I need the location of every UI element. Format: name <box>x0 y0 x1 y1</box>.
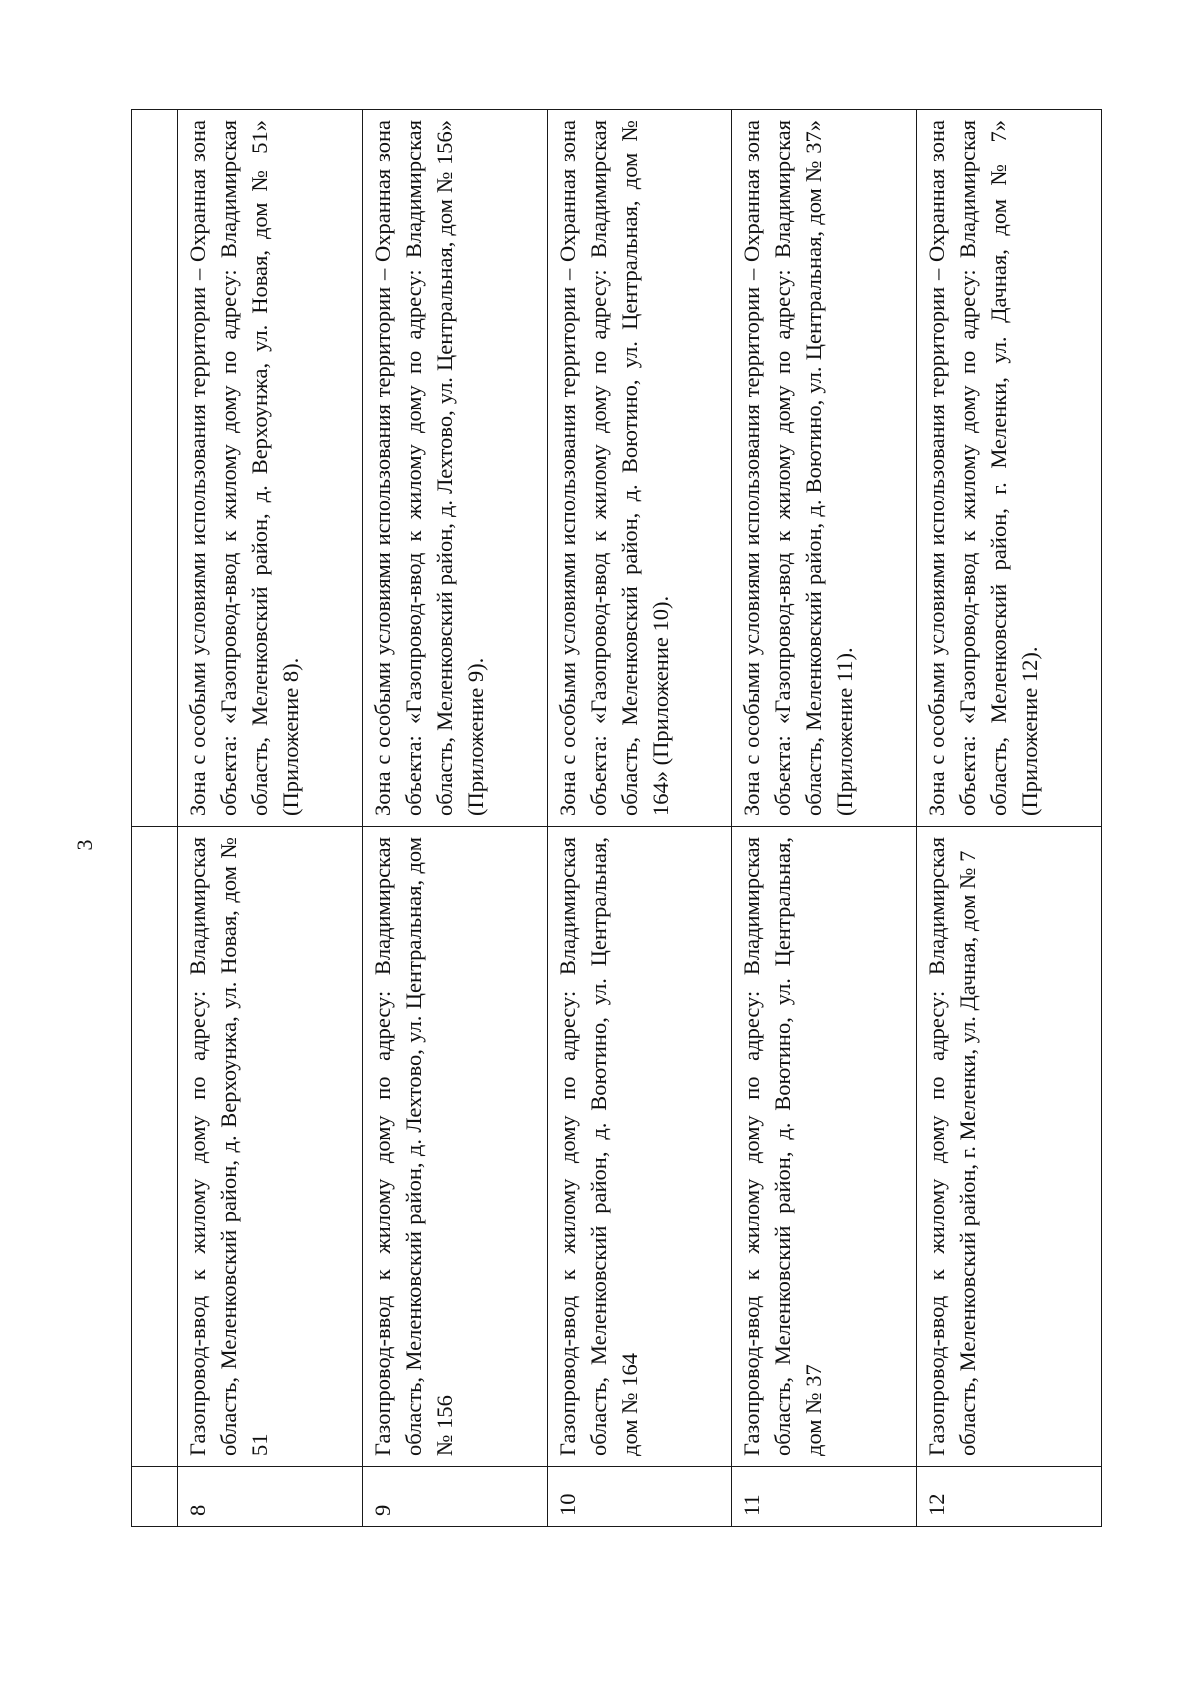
zone-text: Зона с особыми условиями использования территории – Охранная зона объекта: «Газопровод-ввод к жилому дому по адресу: Владимирская область, Меленковский район, д. Верхоунжа, ул. Новая, дом № 51» (Приложение 8). <box>185 120 303 816</box>
zone-text: Зона с особыми условиями использования территории – Охранная зона объекта: «Газопровод-ввод к жилому дому по адресу: Владимирская область, Меленковский район, д. Воютино, ул. Центральная, дом № 164» (Приложение 10). <box>554 120 673 816</box>
object-text: Газопровод-ввод к жилому дому по адресу: Владимирская область, Меленковский район, д. Лехтово, ул. Центральная, дом № 156 <box>369 837 457 1456</box>
object-cell <box>732 827 917 1467</box>
table-row <box>732 110 917 1527</box>
object-cell <box>917 827 1102 1467</box>
object-cell <box>362 827 547 1467</box>
table-header-row <box>132 110 178 1527</box>
object-text: Газопровод-ввод к жилому дому по адресу: Владимирская область, Меленковский район, д. Верхоунжа, ул. Новая, дом № 51 <box>185 837 272 1456</box>
row-number: 8 <box>178 1467 363 1527</box>
row-number: 12 <box>917 1467 1102 1527</box>
row-number: 10 <box>547 1467 732 1527</box>
page-number: 3 <box>72 839 97 851</box>
zone-cell <box>732 110 917 827</box>
zone-cell <box>178 110 363 827</box>
zone-cell <box>362 110 547 827</box>
document-table <box>131 109 1102 1527</box>
row-number: 9 <box>362 1467 547 1527</box>
document-table-container <box>131 110 1101 1527</box>
object-cell <box>547 827 732 1467</box>
object-text: Газопровод-ввод к жилому дому по адресу: Владимирская область, Меленковский район, г. Меленки, ул. Дачная, дом № 7 <box>924 837 981 1456</box>
object-cell <box>178 827 363 1467</box>
table-row <box>362 110 547 1527</box>
table-row <box>547 110 732 1527</box>
row-number: 11 <box>732 1467 917 1527</box>
zone-text: Зона с особыми условиями использования территории – Охранная зона объекта: «Газопровод-ввод к жилому дому по адресу: Владимирская область, Меленковский район, д. Лехтово, ул. Центральная, дом № 156» (Приложение 9). <box>369 120 488 816</box>
object-text: Газопровод-ввод к жилому дому по адресу: Владимирская область, Меленковский район, д. Воютино, ул. Центральная, дом № 164 <box>554 837 642 1456</box>
zone-text: Зона с особыми условиями использования территории – Охранная зона объекта: «Газопровод-ввод к жилому дому по адресу: Владимирская область, Меленковский район, г. Меленки, ул. Дачная, дом № 7» (Приложение 12). <box>924 120 1043 816</box>
zone-cell <box>917 110 1102 827</box>
table-row <box>917 110 1102 1527</box>
object-text: Газопровод-ввод к жилому дому по адресу: Владимирская область, Меленковский район, д. Воютино, ул. Центральная, дом № 37 <box>739 837 827 1456</box>
header-cell-zone <box>132 110 178 827</box>
zone-text: Зона с особыми условиями использования территории – Охранная зона объекта: «Газопровод-ввод к жилому дому по адресу: Владимирская область, Меленковский район, д. Воютино, ул. Центральная, дом № 37» (Приложение 11). <box>739 120 858 816</box>
zone-cell <box>547 110 732 827</box>
table-row <box>178 110 363 1527</box>
header-cell-num <box>132 1467 178 1527</box>
header-cell-object <box>132 827 178 1467</box>
